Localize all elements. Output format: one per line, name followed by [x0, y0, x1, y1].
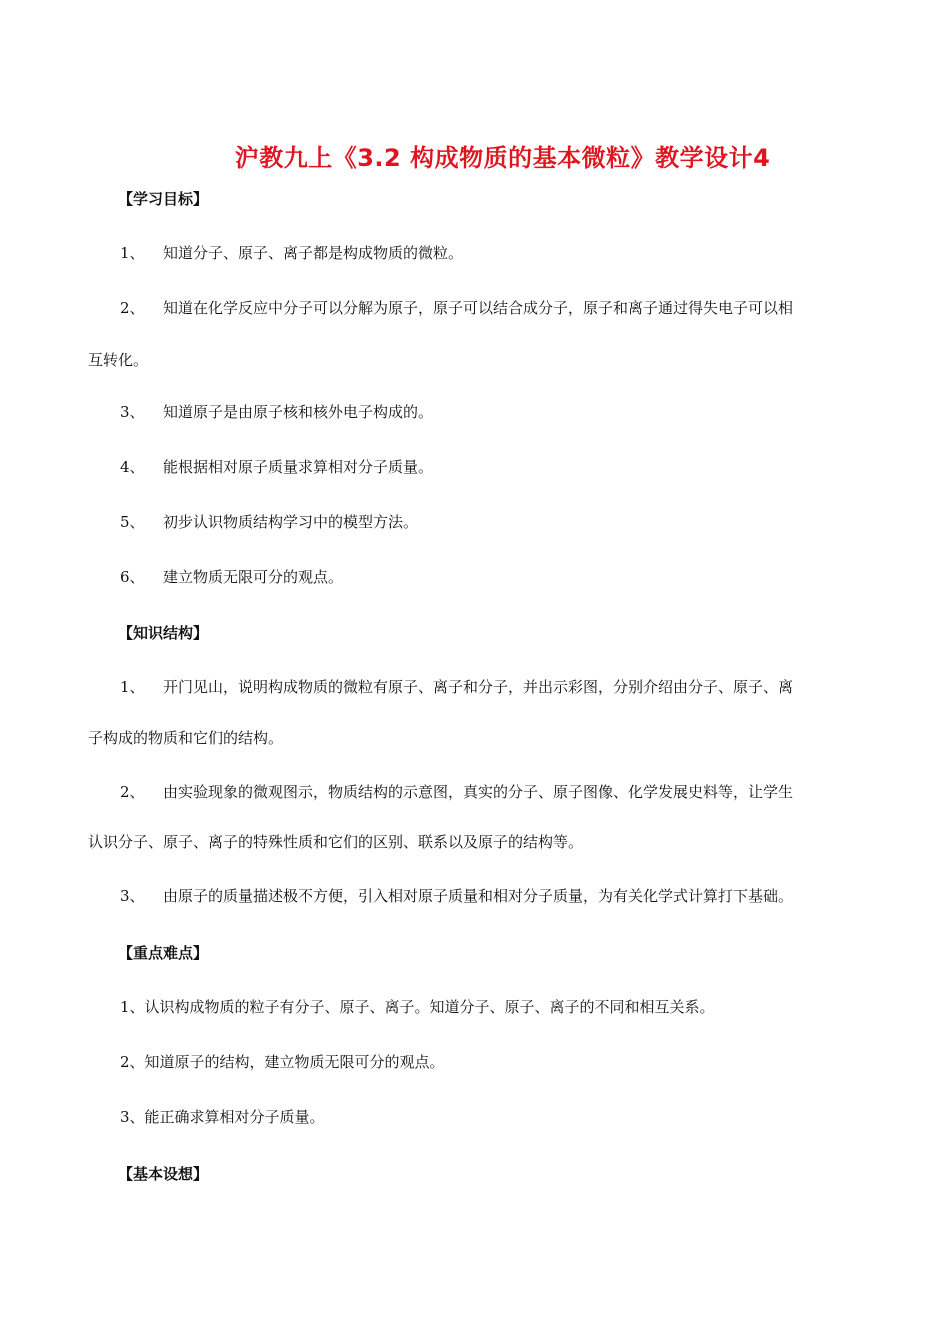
item-text: 开门见山，说明构成物质的微粒有原子、离子和分子，并出示彩图，分别介绍由分子、原子、离 — [163, 678, 794, 696]
item-text: 由实验现象的微观图示，物质结构的示意图，真实的分子、原子图像、化学发展史料等，让学生 — [163, 783, 794, 801]
item-number: 3、 — [120, 403, 145, 421]
item-text-continuation: 认识分子、原子、离子的特殊性质和它们的区别、联系以及原子的结构等。 — [88, 833, 584, 851]
item-text: 2、知道原子的结构，建立物质无限可分的观点。 — [120, 1053, 445, 1071]
item-number: 4、 — [120, 458, 145, 476]
item-text: 知道在化学反应中分子可以分解为原子，原子可以结合成分子，原子和离子通过得失电子可以相 — [163, 299, 794, 317]
item-number: 2、 — [120, 783, 145, 801]
heading-objectives: 【学习目标】 — [118, 190, 209, 208]
heading-structure: 【知识结构】 — [118, 624, 209, 642]
item-number: 2、 — [120, 299, 145, 317]
item-text: 3、能正确求算相对分子质量。 — [120, 1108, 325, 1126]
heading-keypoints: 【重点难点】 — [118, 944, 209, 962]
item-text: 初步认识物质结构学习中的模型方法。 — [163, 513, 419, 531]
item-text: 建立物质无限可分的观点。 — [163, 568, 344, 586]
item-number: 3、 — [120, 887, 145, 905]
item-text: 知道分子、原子、离子都是构成物质的微粒。 — [163, 244, 464, 262]
item-number: 6、 — [120, 568, 145, 586]
item-text-continuation: 子构成的物质和它们的结构。 — [88, 729, 284, 747]
item-number: 1、 — [120, 244, 145, 262]
item-number: 5、 — [120, 513, 145, 531]
item-text: 由原子的质量描述极不方便，引入相对原子质量和相对分子质量，为有关化学式计算打下基础。 — [163, 887, 794, 905]
item-text: 知道原子是由原子核和核外电子构成的。 — [163, 403, 434, 421]
heading-assumption: 【基本设想】 — [118, 1165, 209, 1183]
item-text-continuation: 互转化。 — [88, 351, 149, 369]
item-text: 1、认识构成物质的粒子有分子、原子、离子。知道分子、原子、离子的不同和相互关系。 — [120, 998, 715, 1016]
item-text: 能根据相对原子质量求算相对分子质量。 — [163, 458, 434, 476]
item-number: 1、 — [120, 678, 145, 696]
document-title: 沪教九上《3.2 构成物质的基本微粒》教学设计4 — [234, 144, 771, 172]
